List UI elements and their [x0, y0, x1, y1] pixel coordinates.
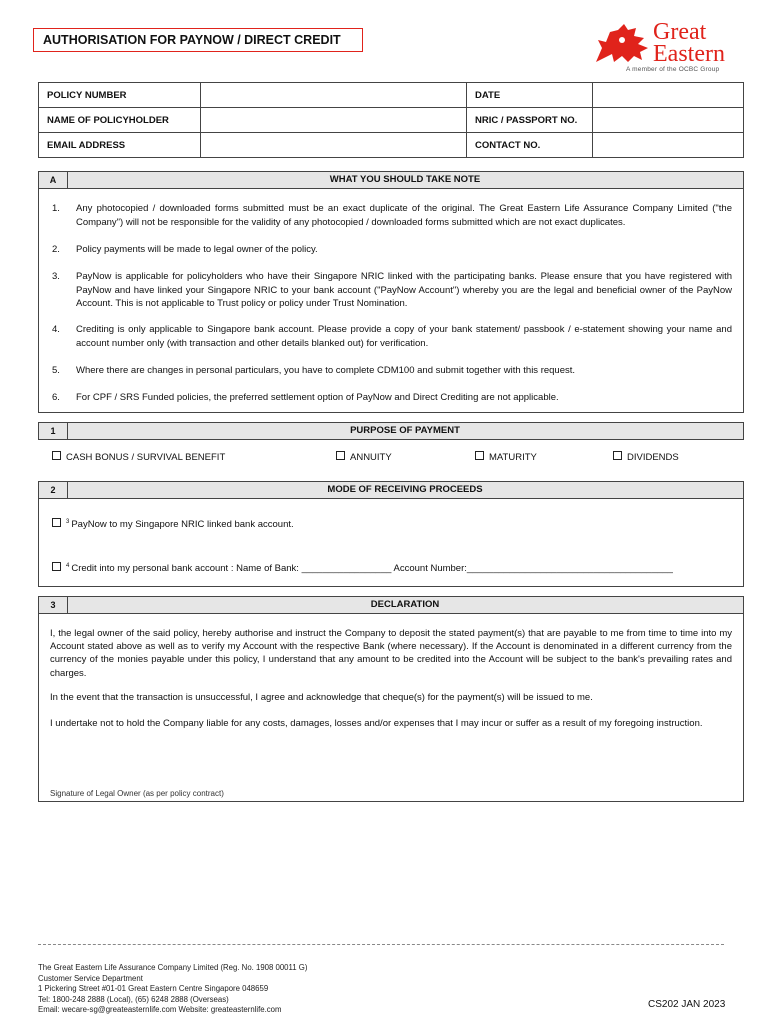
- logo-text-eastern: Eastern: [653, 41, 725, 67]
- footer-contact: [38, 963, 307, 1016]
- policy-number-field[interactable]: [201, 83, 467, 108]
- option-label: CASH BONUS / SURVIVAL BENEFIT: [66, 452, 226, 463]
- form-code: CS202 JAN 2023: [648, 999, 726, 1010]
- option-label: MATURITY: [489, 452, 537, 463]
- section-2-title: MODE OF RECEIVING PROCEEDS: [327, 484, 483, 495]
- section-2-id: 2: [39, 482, 68, 498]
- checkbox-icon[interactable]: [475, 451, 484, 460]
- footer-email-website: Email: wecare-sg@greateasternlife.com Website: greateasternlife.com: [38, 1005, 282, 1015]
- section-a-title: WHAT YOU SHOULD TAKE NOTE: [329, 174, 481, 185]
- option-cash-bonus[interactable]: [52, 451, 225, 464]
- section-3-title: DECLARATION: [370, 599, 440, 610]
- section-a-header: [38, 171, 744, 189]
- note-text: PayNow is applicable for policyholders who have their Singapore NRIC linked with the participating banks. Please ensure that you have registered with PayNow and have linked your Singapore NRIC to your bank account ("PayNow Account") whereby you are the legal and beneficial owner of the PayNow Account. This is not applicable to Trust policy or policy under Trust Nomination.: [76, 271, 732, 309]
- policyholder-name-label: NAME OF POLICYHOLDER: [39, 108, 201, 133]
- option-label: ANNUITY: [350, 452, 392, 463]
- checkbox-icon[interactable]: [52, 562, 61, 571]
- logo-text-great: Great: [653, 19, 707, 45]
- footer-telephone: Tel: 1800-248 2888 (Local), (65) 6248 2888 (Overseas): [38, 994, 229, 1004]
- contact-label: CONTACT NO.: [467, 133, 593, 158]
- signature-area[interactable]: [50, 760, 350, 788]
- footer-company: The Great Eastern Life Assurance Company Limited (Reg. No. 1908 00011 G): [38, 963, 308, 972]
- note-item: [52, 243, 732, 257]
- note-number: 3.: [52, 271, 60, 282]
- section-3-id: 3: [39, 597, 68, 613]
- footer-divider: [38, 944, 724, 945]
- date-label: DATE: [467, 83, 593, 108]
- policy-number-label: POLICY NUMBER: [39, 83, 201, 108]
- section-1-header: [38, 422, 744, 440]
- footer-department: Customer Service Department: [38, 973, 143, 983]
- option-label: DIVIDENDS: [627, 452, 679, 463]
- paynow-label: PayNow to my Singapore NRIC linked bank account.: [71, 519, 294, 530]
- bank-credit-label: Credit into my personal bank account : Name of Bank: _________________ Account Number:_______________________________________: [71, 563, 673, 574]
- option-paynow[interactable]: [52, 516, 294, 531]
- note-text: Crediting is only applicable to Singapore bank account. Please provide a copy of your bank statement/ passbook / e-statement showing your name and account number only (with transaction and other details blanked out) for verification.: [76, 324, 732, 349]
- policyholder-name-field[interactable]: [201, 108, 467, 133]
- note-item: [52, 202, 732, 229]
- note-text: Any photocopied / downloaded forms submitted must be an exact duplicate of the original. The Great Eastern Life Assurance Company Limited ("the Company") will not be responsible for the validity of any photocopied / downloaded forms submitted which are not exact duplicates.: [76, 203, 732, 228]
- form-title: AUTHORISATION FOR PAYNOW / DIRECT CREDIT: [33, 28, 363, 52]
- note-item: [52, 270, 732, 311]
- option-annuity[interactable]: [336, 451, 392, 464]
- note-number: 2.: [52, 244, 60, 255]
- section-2-header: [38, 481, 744, 499]
- footnote-ref: 4: [66, 563, 70, 569]
- checkbox-icon[interactable]: [52, 518, 61, 527]
- option-maturity[interactable]: [475, 451, 537, 464]
- checkbox-icon[interactable]: [613, 451, 622, 460]
- note-item: [52, 391, 732, 405]
- lion-logo-icon: [592, 22, 652, 66]
- nric-label: NRIC / PASSPORT NO.: [467, 108, 593, 133]
- note-number: 4.: [52, 324, 60, 335]
- email-label: EMAIL ADDRESS: [39, 133, 201, 158]
- note-item: [52, 364, 732, 378]
- note-number: 6.: [52, 392, 60, 403]
- section-3-header: [38, 596, 744, 614]
- declaration-paragraph: I, the legal owner of the said policy, hereby authorise and instruct the Company to deposit the stated payment(s) that are payable to me from time to time into my Account stated above as well as to verify my Account with the respective Bank (where necessary). If the Account is denominated in a different currency from the currency of the monies payable under this policy, I understand that any amount to be credited into the Account will be subject to the bank's prevailing rates and charges.: [50, 628, 732, 679]
- note-text: For CPF / SRS Funded policies, the preferred settlement option of PayNow and Direct Crediting are not applicable.: [76, 392, 559, 403]
- section-a-id: A: [39, 172, 68, 188]
- note-item: [52, 323, 732, 350]
- declaration-paragraph: In the event that the transaction is unsuccessful, I agree and acknowledge that cheque(s) for the payment(s) will be issued to me.: [50, 692, 593, 703]
- contact-field[interactable]: [593, 133, 744, 158]
- policy-info-table: [38, 82, 744, 158]
- note-number: 5.: [52, 365, 60, 376]
- signature-label: Signature of Legal Owner (as per policy contract): [50, 789, 224, 798]
- date-field[interactable]: [593, 83, 744, 108]
- footnote-ref: 3: [66, 519, 70, 525]
- footer-address: 1 Pickering Street #01-01 Great Eastern Centre Singapore 048659: [38, 984, 269, 994]
- nric-field[interactable]: [593, 108, 744, 133]
- checkbox-icon[interactable]: [52, 451, 61, 460]
- note-text: Policy payments will be made to legal owner of the policy.: [76, 244, 318, 255]
- section-1-id: 1: [39, 423, 68, 439]
- declaration-paragraph: I undertake not to hold the Company liable for any costs, damages, losses and/or expenses that I may incur or suffer as a result of my foregoing instruction.: [50, 718, 703, 729]
- note-text: Where there are changes in personal particulars, you have to complete CDM100 and submit together with this request.: [76, 365, 576, 376]
- logo-tagline: A member of the OCBC Group: [626, 66, 720, 73]
- email-field[interactable]: [201, 133, 467, 158]
- section-1-title: PURPOSE OF PAYMENT: [350, 425, 460, 436]
- option-bank-credit[interactable]: [52, 560, 742, 575]
- option-dividends[interactable]: [613, 451, 679, 464]
- note-number: 1.: [52, 203, 60, 214]
- checkbox-icon[interactable]: [336, 451, 345, 460]
